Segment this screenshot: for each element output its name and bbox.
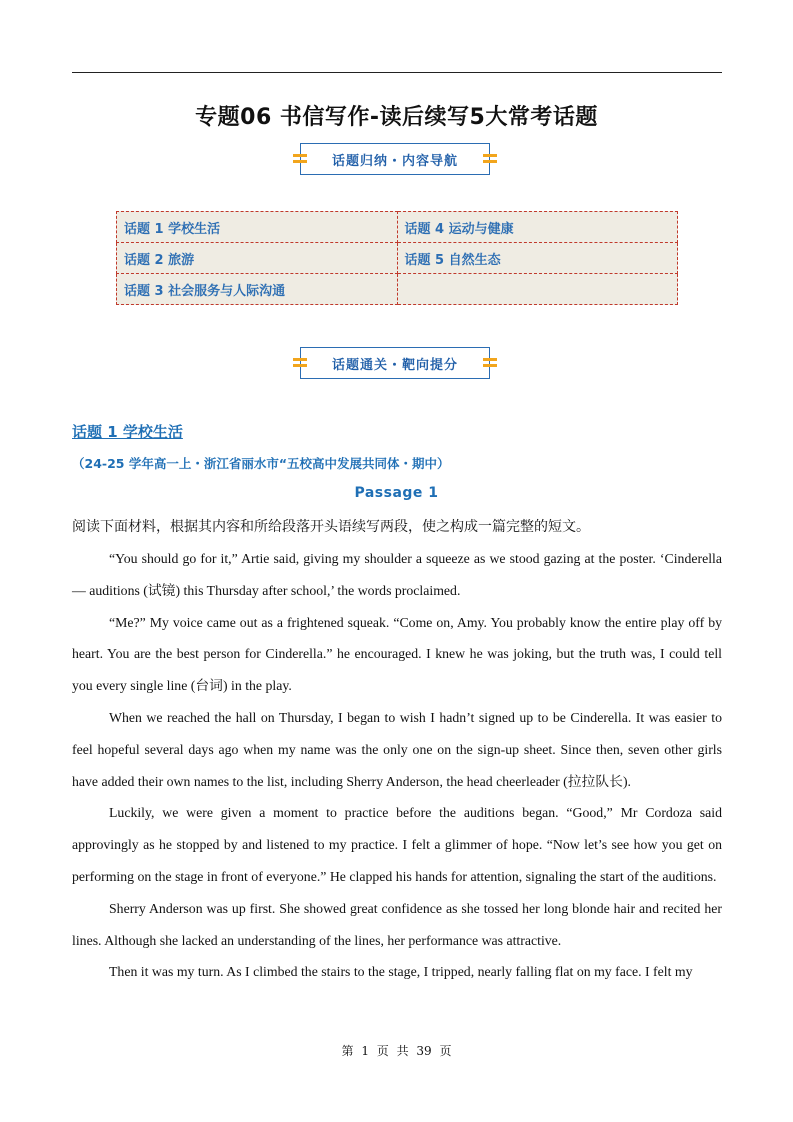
equal-sign-icon (483, 153, 497, 165)
instruction-text: 阅读下面材料，根据其内容和所给段落开头语续写两段，使之构成一篇完整的短文。 (72, 519, 590, 535)
equal-sign-icon (293, 357, 307, 369)
table-row (117, 274, 678, 305)
equal-sign-icon (483, 357, 497, 369)
source-note: （24-25 学年高一上・浙江省丽水市“五校高中发展共同体・期中） (72, 456, 450, 471)
table-row (117, 243, 678, 274)
section-heading[interactable]: 话题 1 学校生活 (72, 423, 183, 441)
paragraph: Sherry Anderson was up first. She showed great confidence as she tossed her long blonde hair and recited her lines. Although she lacked an understanding of the lines, her performance was attractive. (72, 900, 722, 948)
page-footer: 第 1 页 共 39 页 (341, 1044, 452, 1058)
paragraph: “Me?” My voice came out as a frightened squeak. “Come on, Amy. You probably know the entire play off by heart. You are the best person for Cinderella.” he encouraged. I knew he was joking, but the truth was, I could tell you every single line (台词) in the play. (72, 614, 722, 694)
passage-title: Passage 1 (354, 485, 439, 501)
paragraph: Then it was my turn. As I climbed the stairs to the stage, I tripped, nearly falling flat on my face. I felt my (109, 964, 693, 980)
passage-body (72, 543, 722, 988)
banner-topic-practice (300, 347, 490, 379)
topic-cell: 话题 1 学校生活 (117, 212, 398, 243)
header-rule (72, 72, 722, 73)
page-title: 专题06 书信写作-读后续写5大常考话题 (195, 105, 598, 130)
banner-label: 话题归纳・内容导航 (331, 153, 458, 169)
topic-cell: 话题 4 运动与健康 (397, 212, 678, 243)
banner-topic-navigation (300, 143, 490, 175)
topic-cell: 话题 3 社会服务与人际沟通 (117, 274, 398, 305)
banner-label: 话题通关・靶向提分 (331, 357, 458, 373)
paragraph: “You should go for it,” Artie said, giving my shoulder a squeeze as we stood gazing at the poster. ‘Cinderella — auditions (试镜) this Thursday after school,’ the words proclaimed. (72, 551, 722, 598)
topic-cell: 话题 2 旅游 (117, 243, 398, 274)
table-row (117, 212, 678, 243)
topic-cell (397, 274, 678, 305)
paragraph: Luckily, we were given a moment to practice before the auditions began. “Good,” Mr Cordoza said approvingly as he stopped by and listened to my practice. I felt a glimmer of hope. “Now let’s see how you get on performing on the stage in front of everyone.” He clapped his hands for attention, signaling the start of the auditions. (72, 805, 722, 884)
paragraph: When we reached the hall on Thursday, I began to wish I hadn’t signed up to be Cinderella. It was easier to feel hopeful several days ago when my name was the only one on the sign-up sheet. Since then, seven other girls have added their own names to the list, including Sherry Anderson, the head cheerleader (拉拉队长). (72, 709, 722, 789)
equal-sign-icon (293, 153, 307, 165)
topic-cell: 话题 5 自然生态 (397, 243, 678, 274)
topic-table (116, 211, 678, 305)
